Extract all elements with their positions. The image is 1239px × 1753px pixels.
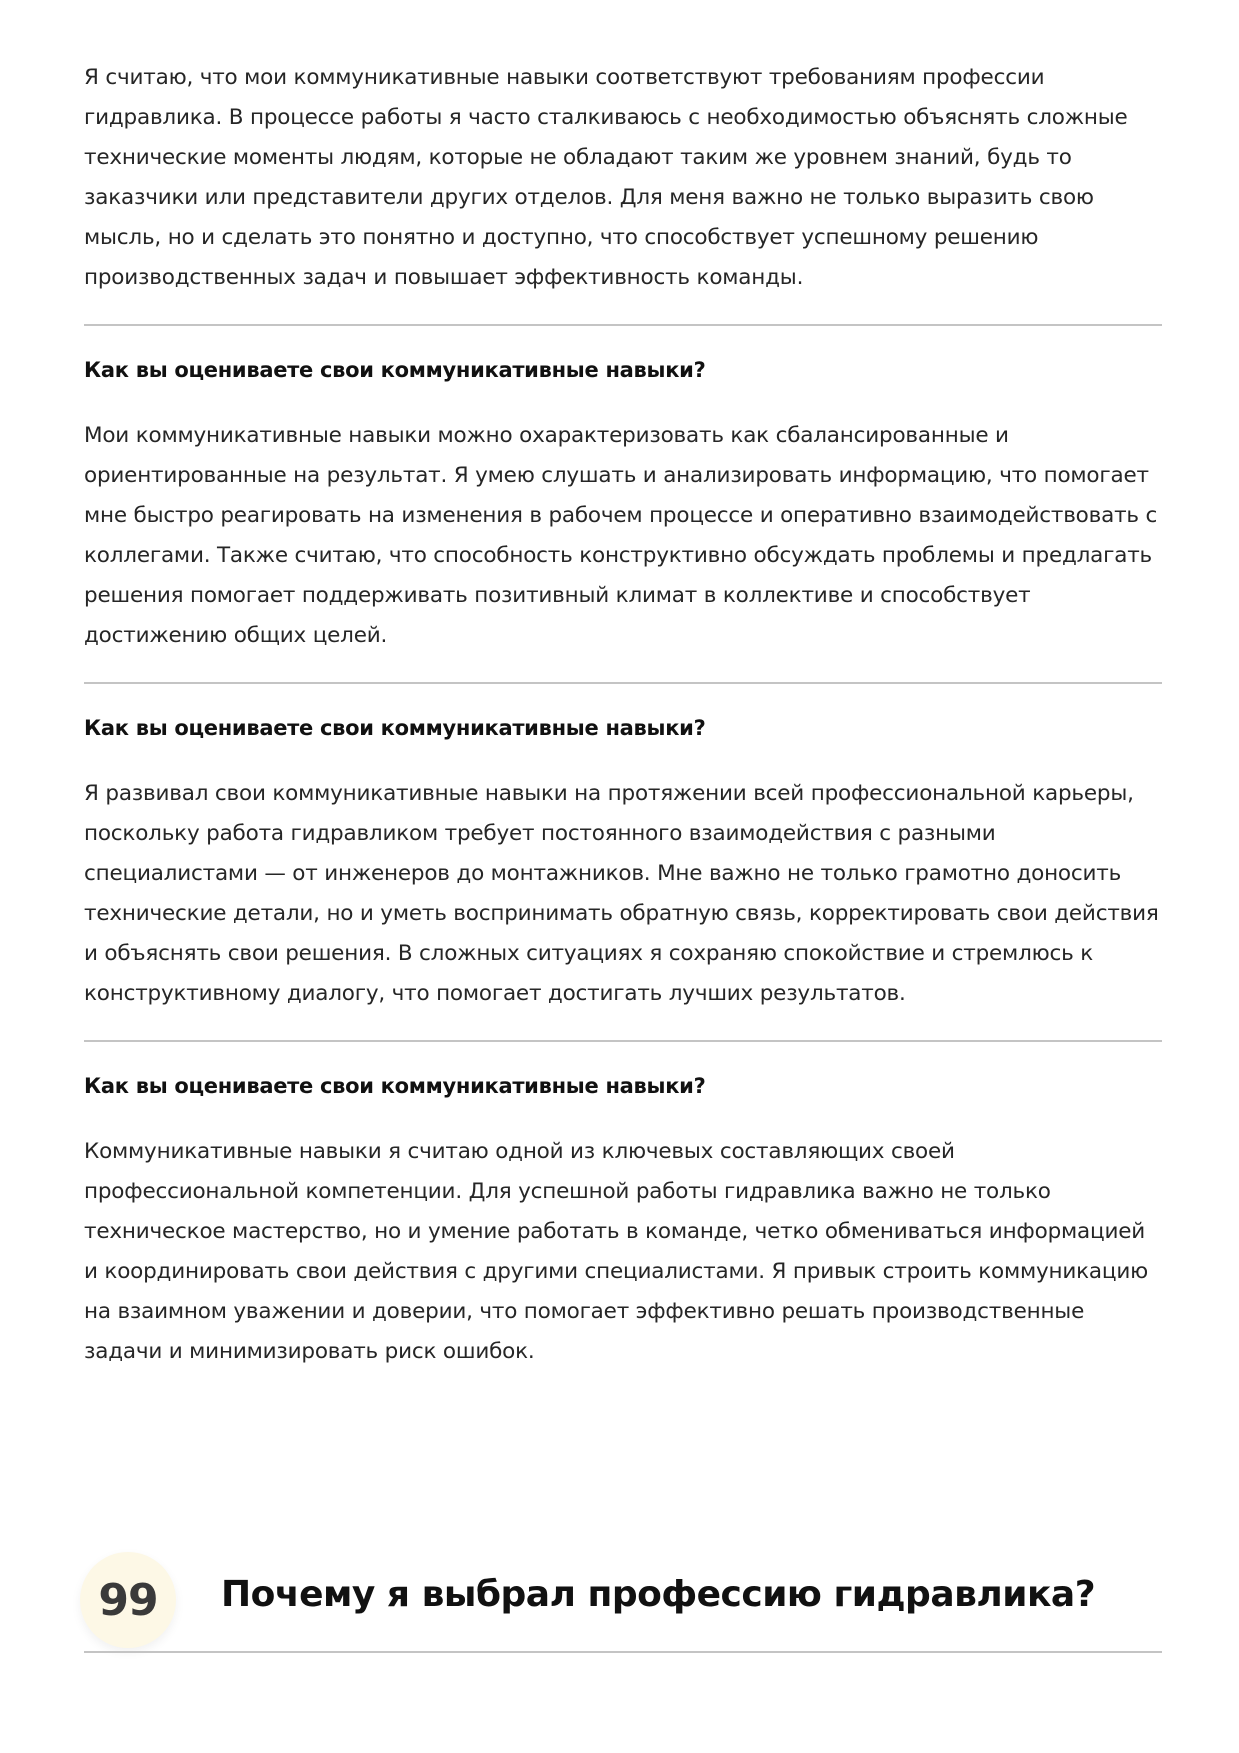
- question-heading: Как вы оцениваете свои коммуникативные навыки?: [84, 716, 706, 740]
- question-heading: Как вы оцениваете свои коммуникативные навыки?: [84, 358, 706, 382]
- answer-text: Мои коммуникативные навыки можно охарактеризовать как сбалансированные и ориентированные на результат. Я умею слушать и анализировать информацию, что помогает мне быстро реагировать на изменения в рабочем процессе и оперативно взаимодействовать с коллегами. Также считаю, что способность конструктивно обсуждать проблемы и предлагать решения помогает поддерживать позитивный климат в коллективе и способствует достижению общих целей.: [84, 423, 1158, 648]
- divider: [84, 324, 1162, 326]
- section-divider: [84, 1651, 1162, 1653]
- section-number-badge: 99: [80, 1552, 176, 1648]
- question-heading: Как вы оцениваете свои коммуникативные навыки?: [84, 1074, 706, 1098]
- section-header: [84, 1552, 1162, 1652]
- answer-text: Коммуникативные навыки я считаю одной из ключевых составляющих своей профессиональной компетенции. Для успешной работы гидравлика важно не только техническое мастерство, но и умение работать в команде, четко обмениваться информацией и координировать свои действия с другими специалистами. Я привык строить коммуникацию на взаимном уважении и доверии, что помогает эффективно решать производственные задачи и минимизировать риск ошибок.: [84, 1139, 1149, 1364]
- divider: [84, 1040, 1162, 1042]
- answer-text: Я считаю, что мои коммуникативные навыки соответствуют требованиям профессии гидравлика. В процессе работы я часто сталкиваюсь с необходимостью объяснять сложные технические моменты людям, которые не обладают таким же уровнем знаний, будь то заказчики или представители других отделов. Для меня важно не только выразить свою мысль, но и сделать это понятно и доступно, что способствует успешному решению производственных задач и повышает эффективность команды.: [84, 65, 1128, 290]
- answer-text: Я развивал свои коммуникативные навыки на протяжении всей профессиональной карьеры, поскольку работа гидравликом требует постоянного взаимодействия с разными специалистами — от инженеров до монтажников. Мне важно не только грамотно доносить технические детали, но и уметь воспринимать обратную связь, корректировать свои действия и объяснять свои решения. В сложных ситуациях я сохраняю спокойствие и стремлюсь к конструктивному диалогу, что помогает достигать лучших результатов.: [84, 781, 1159, 1006]
- divider: [84, 682, 1162, 684]
- section-title: Почему я выбрал профессию гидравлика?: [221, 1574, 1096, 1615]
